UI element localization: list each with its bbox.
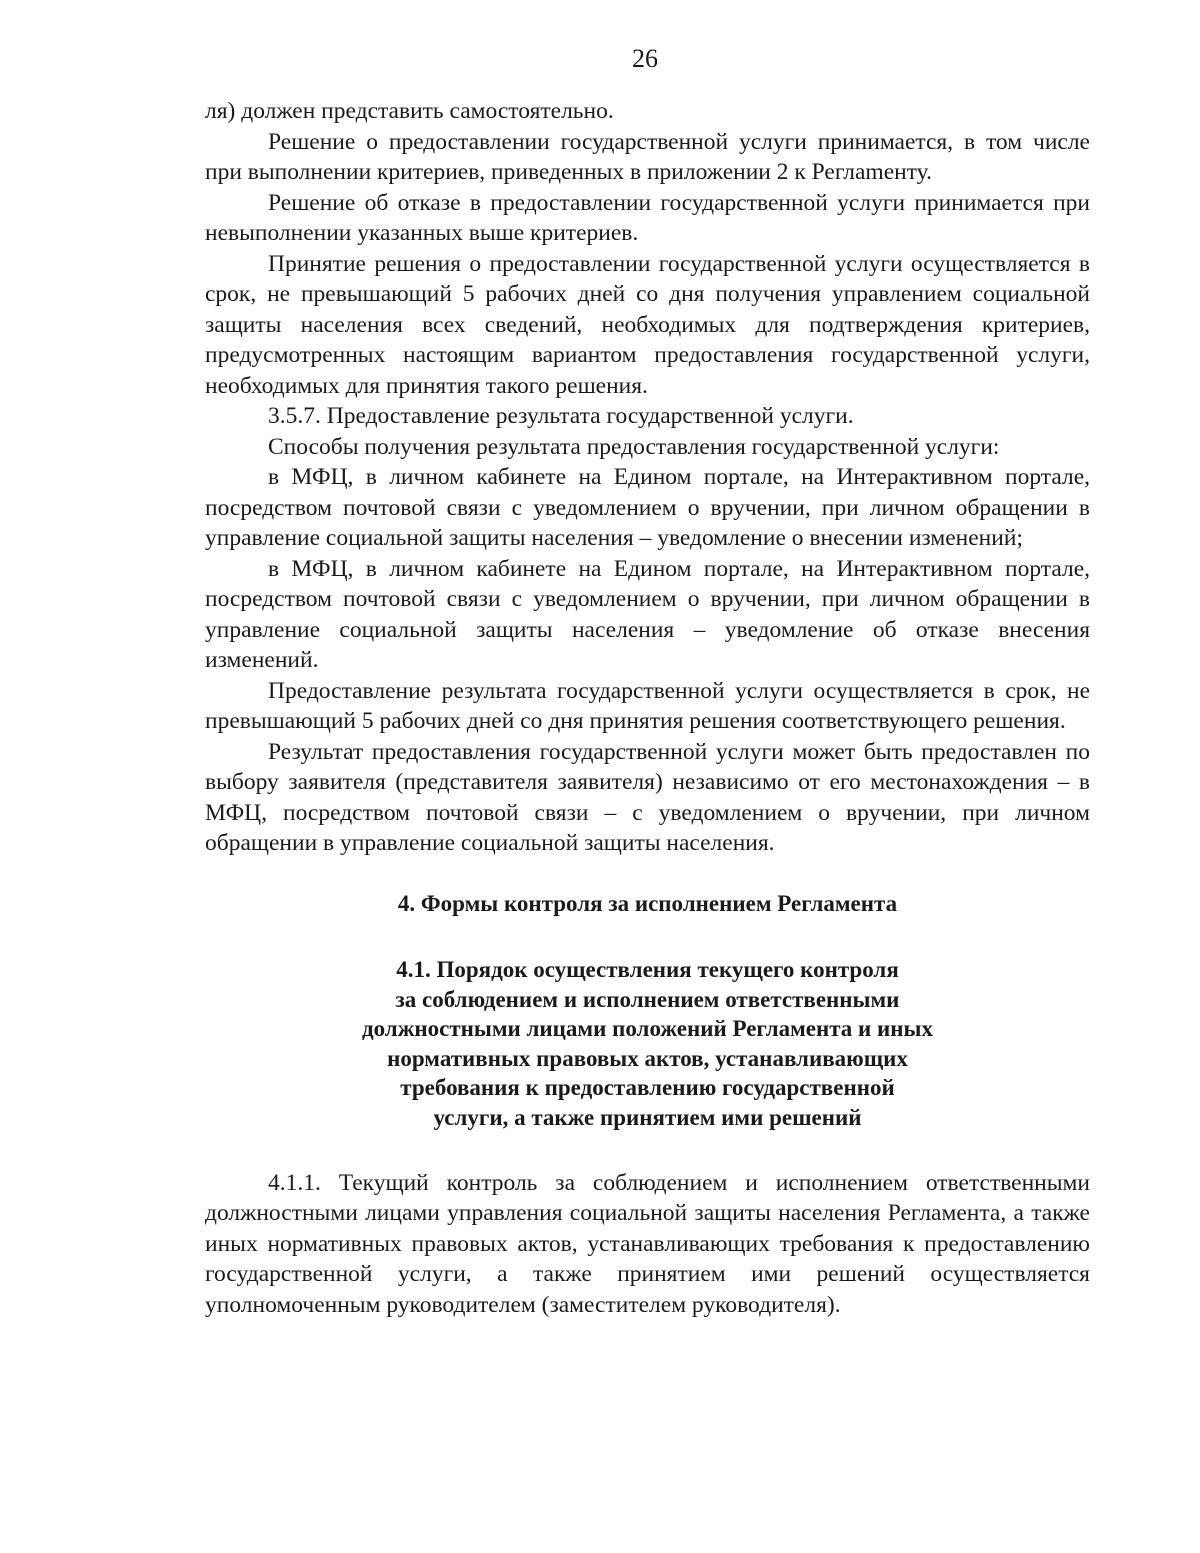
document-body — [205, 96, 1090, 1320]
paragraph-method-changes: в МФЦ, в личном кабинете на Едином портале, на Интерактивном портале, посредством почтовой связи с уведомлением о вручении, при личном обращении в управление социальной защиты населения – уведомление о внесении изменений; — [205, 464, 1090, 551]
page-number: 26 — [632, 44, 658, 73]
section-4-1-title-line: услуги, а также принятием ими решений — [433, 1105, 862, 1131]
section-4-1-title-line: 4.1. Порядок осуществления текущего контроля — [396, 957, 899, 983]
section-4-1-title-line: требования к предоставлению государственной — [400, 1075, 895, 1101]
paragraph-continuation: ля) должен представить самостоятельно. — [205, 98, 614, 124]
section-4-title: 4. Формы контроля за исполнением Регламента — [397, 890, 898, 916]
paragraph-method-refusal: в МФЦ, в личном кабинете на Едином портале, на Интерактивном портале, посредством почтовой связи с уведомлением о вручении, при личном обращении в управление социальной защиты населения – уведомление об отказе внесения изменений. — [205, 555, 1090, 673]
paragraph-result-deadline: Предоставление результата государственной услуги осуществляется в срок, не превышающий 5 рабочих дней со дня принятия решения соответствующего решения. — [205, 677, 1090, 734]
section-4-1-title — [205, 955, 1090, 1133]
paragraph-result-methods: Способы получения результата предоставления государственной услуги: — [268, 433, 1000, 460]
paragraph-4-1-1: 4.1.1. Текущий контроль за соблюдением и исполнением ответственными должностными лицами управления социальной защиты населения Регламента, а также иных нормативных правовых актов, устанавливающих требования к предоставлению государственной услуги, а также принятием ими решений осуществляется уполномоченным руководителем (заместителем руководителя). — [205, 1169, 1090, 1318]
section-4-1-title-line: нормативных правовых актов, устанавливающих — [387, 1045, 908, 1071]
paragraph-decision-deadline: Принятие решения о предоставлении государственной услуги осуществляется в срок, не превышающий 5 рабочих дней со дня получения управлением социальной защиты населения всех сведений, необходимых для подтверждения критериев, предусмотренных настоящим вариантом предоставления государственной услуги, необходимых для принятия такого решения. — [205, 250, 1090, 399]
paragraph-decision-refused: Решение об отказе в предоставлении государственной услуги принимается при невыполнении указанных выше критериев. — [205, 189, 1090, 246]
paragraph-result-delivery: Результат предоставления государственной услуги может быть предоставлен по выбору заявителя (представителя заявителя) независимо от его местонахождения – в МФЦ, посредством почтовой связи – с уведомлением о вручении, при личном обращении в управление социальной защиты населения. — [205, 738, 1090, 856]
section-4-1-title-line: должностными лицами положений Регламента и иных — [361, 1016, 934, 1042]
section-4-1-title-line: за соблюдением и исполнением ответственными — [395, 986, 900, 1012]
paragraph-decision-granted: Решение о предоставлении государственной услуги принимается, в том числе при выполнении критериев, приведенных в приложении 2 к Реглаmенту. — [205, 128, 1090, 185]
paragraph-3-5-7: 3.5.7. Предоставление результата государственной услуги. — [268, 403, 854, 429]
